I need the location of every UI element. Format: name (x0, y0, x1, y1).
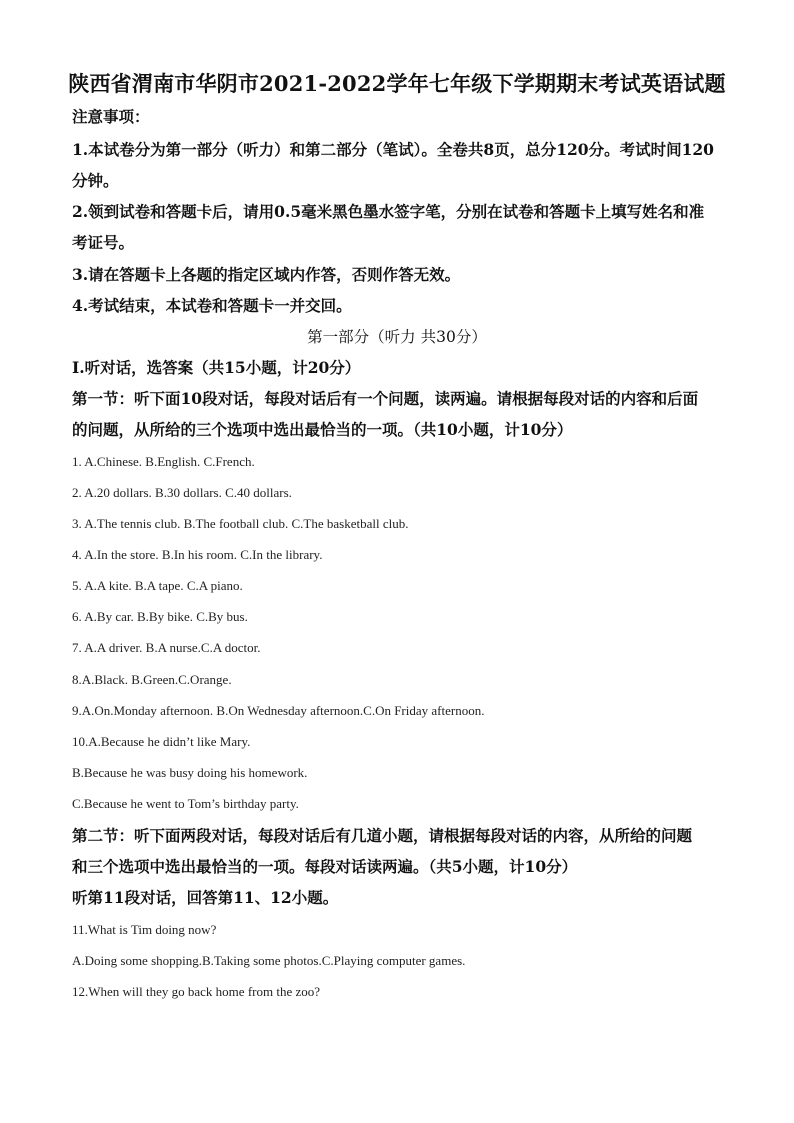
section-1-instruction-line-2: 的问题，从所给的三个选项中选出最恰当的一项。（共10小题，计10分） (72, 420, 573, 439)
notice-item-3: 3.请在答题卡上各题的指定区域内作答，否则作答无效。 (72, 265, 461, 284)
dialog-11-instruction: 听第11段对话，回答第11、12小题。 (72, 888, 339, 907)
question-9: 9.A.On.Monday afternoon. B.On Wednesday afternoon.C.On Friday afternoon. (72, 703, 485, 718)
section-1-instruction-line-1: 第一节：听下面10段对话，每段对话后有一个问题，读两遍。请根据每段对话的内容和后面 (72, 389, 699, 408)
question-11: 11.What is Tim doing now? (72, 922, 217, 937)
question-10: 10.A.Because he didn’t like Mary. (72, 734, 251, 749)
section-2-instruction-line-2: 和三个选项中选出最恰当的一项。每段对话读两遍。（共5小题，计10分） (72, 857, 578, 876)
question-10-option-b: B.Because he was busy doing his homework. (72, 765, 308, 780)
section-2-instruction-line-1: 第二节：听下面两段对话，每段对话后有几道小题，请根据每段对话的内容，从所给的问题 (72, 826, 693, 845)
question-10-option-c: C.Because he went to Tom’s birthday party. (72, 796, 299, 811)
document-title: 陕西省渭南市华阴市2021-2022学年七年级下学期期末考试英语试题 (68, 71, 726, 96)
notice-item-2-line-1: 2.领到试卷和答题卡后，请用0.5毫米黑色墨水签字笔，分别在试卷和答题卡上填写姓名和准 (72, 202, 705, 221)
question-4: 4. A.In the store. B.In his room. C.In the library. (72, 547, 323, 562)
notice-item-4: 4.考试结束，本试卷和答题卡一并交回。 (72, 296, 352, 315)
question-1: 1. A.Chinese. B.English. C.French. (72, 454, 255, 469)
question-2: 2. A.20 dollars. B.30 dollars. C.40 dollars. (72, 485, 292, 500)
question-5: 5. A.A kite. B.A tape. C.A piano. (72, 578, 243, 593)
question-3: 3. A.The tennis club. B.The football club. C.The basketball club. (72, 516, 409, 531)
question-6: 6. A.By car. B.By bike. C.By bus. (72, 609, 248, 624)
notice-item-2-line-2: 考证号。 (72, 233, 135, 252)
notice-heading: 注意事项： (72, 107, 150, 126)
notice-item-1-line-1: 1.本试卷分为第一部分（听力）和第二部分（笔试）。全卷共8页，总分120分。考试时间120 (72, 140, 714, 159)
question-11-options: A.Doing some shopping.B.Taking some photos.C.Playing computer games. (72, 953, 466, 968)
part-heading: 第一部分（听力 共30分） (307, 328, 487, 346)
question-7: 7. A.A driver. B.A nurse.C.A doctor. (72, 640, 261, 655)
notice-item-1-line-2: 分钟。 (72, 171, 119, 190)
question-12: 12.When will they go back home from the zoo? (72, 984, 321, 999)
section-i-heading: Ⅰ.听对话，选答案（共15小题，计20分） (72, 358, 361, 377)
question-8: 8.A.Black. B.Green.C.Orange. (72, 672, 232, 687)
